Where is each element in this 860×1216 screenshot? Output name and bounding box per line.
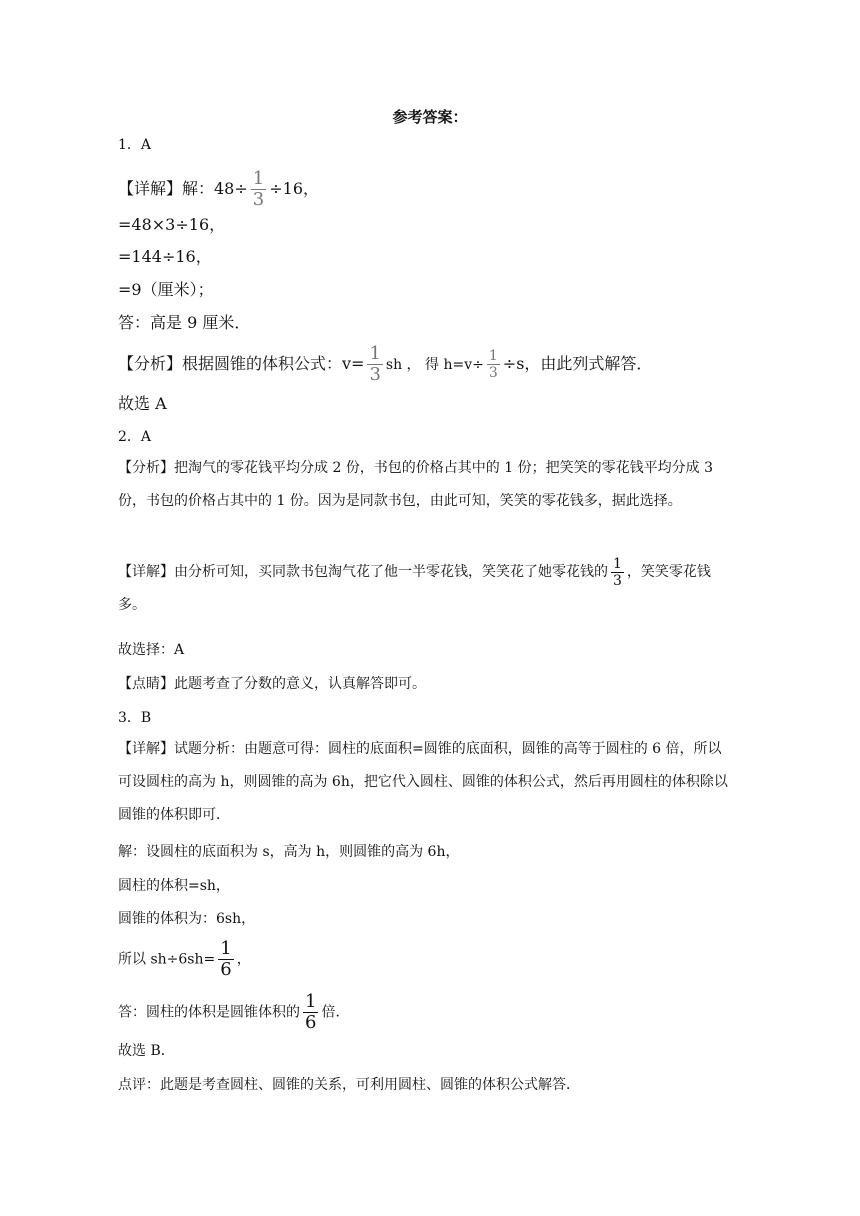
q1-conclusion: 答：高是 9 厘米．: [118, 313, 251, 332]
q3-detail: 【详解】试题分析：由题意可得：圆柱的底面积=圆锥的底面积，圆锥的高等于圆柱的 6 倍，所以可设圆柱的高为 h，则圆锥的高为 6h，把它代入圆柱、圆锥的体积公式，然后再用圆柱的体积除以圆锥的体积即可．: [118, 741, 728, 823]
q1-analysis-fraction-2: $\frac{1}{3}$: [488, 348, 498, 381]
q2-detail-prefix: 【详解】由分析可知，买同款书包淘气花了他一半零花钱，笑笑花了她零花钱的: [118, 564, 608, 580]
q3-conclusion: [118, 993, 349, 1032]
q3-solution-2: 圆柱的体积=sh，: [118, 878, 230, 894]
q3-conclusion-suffix: 倍．: [321, 1004, 350, 1021]
q1-detail-suffix: ÷16，: [269, 179, 320, 198]
page-title: 参考答案：: [392, 108, 468, 126]
q1-analysis-fraction-1: $\frac{1}{3}$: [369, 343, 381, 385]
q3-review: 点评：此题是考查圆柱、圆锥的关系，可利用圆柱、圆锥的体积公式解答．: [118, 1077, 580, 1093]
q2-answer: 2．A: [118, 429, 152, 445]
q2-detail: [118, 556, 733, 622]
q3-choice: 故选 B．: [118, 1043, 175, 1059]
q1-step-1: =48×3÷16，: [118, 215, 226, 234]
q1-analysis: [118, 345, 652, 384]
q1-detail-prefix: 【详解】解：48÷: [118, 179, 248, 198]
q1-fraction: $\frac{1}{3}$: [252, 168, 265, 210]
q3-solution-3: 圆锥的体积为：6sh，: [118, 911, 256, 927]
q3-answer: 3．B: [118, 710, 152, 726]
q3-solution-1: 解：设圆柱的底面积为 s，高为 h，则圆锥的高为 6h，: [118, 844, 460, 860]
q1-detail-line: [118, 170, 319, 209]
q3-conclusion-prefix: 答：圆柱的体积是圆锥体积的: [118, 1004, 300, 1021]
q3-solution-4-prefix: 所以 sh÷6sh=: [118, 951, 216, 968]
q1-analysis-mid: sh ， 得 h=v÷: [385, 357, 484, 373]
q2-fraction: $\frac{1}{3}$: [613, 555, 622, 589]
q2-detail-suffix: ，笑笑零花钱多。: [118, 564, 711, 613]
q2-analysis: 【分析】把淘气的零花钱平均分成 2 份，书包的价格占其中的 1 份；把笑笑的零花钱平均分成 3 份，书包的价格占其中的 1 份。因为是同款书包，由此可知，笑笑的零花钱多，据此选择。: [118, 460, 713, 509]
q1-answer: 1．A: [118, 137, 152, 153]
q2-choice: 故选择：A: [118, 642, 185, 658]
q1-step-3: =9（厘米）；: [118, 280, 214, 299]
q3-fraction-1: $\frac{1}{6}$: [220, 938, 232, 980]
q2-comment: 【点睛】此题考查了分数的意义，认真解答即可。: [118, 676, 426, 692]
q1-analysis-suffix: ÷s，由此列式解答．: [502, 354, 653, 373]
q1-step-2: =144÷16，: [118, 247, 212, 266]
q3-fraction-2: $\frac{1}{6}$: [305, 991, 317, 1033]
q3-solution-4-suffix: ，: [236, 951, 251, 968]
q1-analysis-prefix: 【分析】根据圆锥的体积公式：v=: [118, 354, 365, 373]
q3-solution-4: [118, 940, 251, 979]
q1-choice: 故选 A: [118, 394, 167, 413]
